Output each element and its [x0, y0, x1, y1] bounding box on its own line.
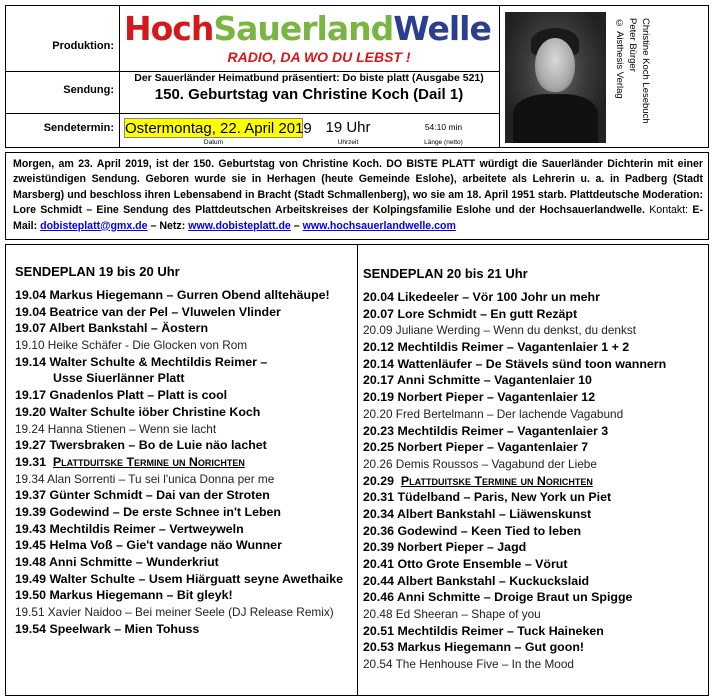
entry-text: 19.04 Beatrice van der Pel – Vluwelen Vlinder [15, 304, 281, 319]
broadcast-time: 19 Uhr [325, 119, 371, 136]
entry-text: Usse Siuerlänner Platt [53, 371, 185, 386]
label-datum: Datum [203, 139, 224, 146]
schedule-entry [363, 406, 705, 423]
schedule-entry [363, 573, 705, 590]
schedule-entry [363, 473, 705, 490]
entry-text: 20.34 Albert Bankstahl – Liäwenskunst [363, 506, 592, 521]
entry-title: Plattduitske Termine un Norichten [52, 454, 245, 469]
schedule-entry [363, 539, 705, 556]
entry-text: 20.51 Mechtildis Reimer – Tuck Haineken [363, 623, 604, 638]
schedule-entry [363, 356, 705, 373]
broadcast-length: 54:10 min [424, 122, 463, 132]
entry-text: 20.46 Anni Schmitte – Droige Braut un Spigge [363, 590, 633, 605]
entry-text: 20.25 Norbert Pieper – Vagantenlaier 7 [363, 440, 589, 455]
schedule-entry [15, 337, 355, 354]
schedule-entry [363, 289, 705, 306]
logo-slogan: RADIO, DA WO DU LEBST ! [227, 49, 411, 65]
schedule-entry [15, 387, 355, 404]
entry-time: 20.29 [363, 473, 395, 488]
schedule-entry [363, 322, 705, 339]
schedule-entry [15, 320, 355, 337]
entry-text: 19.14 Walter Schulte & Mechtildis Reimer – [15, 354, 268, 369]
entry-text: 19.20 Walter Schulte iöber Christine Koch [15, 404, 261, 419]
description-text: Morgen, am 23. April 2019, ist der 150. Geburtstag von Christine Koch. DO BISTE PLATT würdigt die Sauerländer Dichterin mit einer zweistündigen Sendung. Geboren wurde sie in Herhagen (heute Gemeinde Eslohe), arbeitete als Lehrerin u. a. in Padberg (Stadt Marsberg) und beschloss ihren Lebensabend in Bracht (Stadt Schmallenberg), wo sie am 18. April 1951 starb. Plattdeutsche Moderation: Lore Schmidt – Eine Sendung des Plattdeutschen Arbeitskreises der Kolpingsfamilie Eslohe und der Hochsauerlandwelle. Kontakt: E-Mail: dobisteplatt@gmx.de – Netz: www.dobisteplatt.de – www.hochsauerlandwelle.com [13, 158, 703, 232]
schedule-entry [363, 656, 705, 673]
label-column-divider [119, 6, 120, 147]
entry-text: 19.39 Godewind – De erste Schnee in't Leben [15, 504, 281, 519]
credit-line: Christine Koch Lesebuch [640, 18, 651, 124]
entry-text: 20.48 Ed Sheeran – Shape of you [363, 607, 541, 622]
photo-credit [610, 14, 708, 142]
netz-label: Netz: [159, 219, 186, 232]
schedule-entry [15, 354, 355, 371]
schedule-entry [363, 639, 705, 656]
entry-text: 20.23 Mechtildis Reimer – Vagantenlaier 3 [363, 423, 609, 438]
entry-text: 20.39 Norbert Pieper – Jagd [363, 540, 527, 555]
website-link-hochsauerlandwelle[interactable]: www.hochsauerlandwelle.com [302, 219, 456, 232]
entry-text: 20.09 Juliane Werding – Wenn du denkst, du denkst [363, 323, 637, 338]
label-produktion: Produktion: [52, 40, 114, 52]
website-link-dobisteplatt[interactable]: www.dobisteplatt.de [188, 219, 291, 232]
schedule-entry [15, 454, 355, 471]
entry-text: 20.12 Mechtildis Reimer – Vagantenlaier 1 + 2 [363, 340, 630, 355]
schedule-entry [15, 587, 355, 604]
credit-line: Peter Bürger [627, 18, 638, 72]
schedule-entry [363, 589, 705, 606]
entry-text: 19.07 Albert Bankstahl – Äostern [15, 321, 209, 336]
entry-text: 19.10 Heike Schäfer - Die Glocken von Rom [15, 338, 248, 353]
schedule-entry [363, 489, 705, 506]
schedule-entry [15, 504, 355, 521]
schedule-box [5, 244, 709, 696]
schedule-entry [363, 439, 705, 456]
schedule-entry [15, 304, 355, 321]
credit-line: © Aisthesis Verlag [614, 18, 625, 99]
entry-text: 20.14 Wattenläufer – De Stävels sünd toon wannern [363, 356, 667, 371]
schedule-entry [15, 287, 355, 304]
logo-wordmark: HochSauerlandWelle [124, 9, 491, 48]
entry-text: 19.45 Helma Voß – Gie't vandage näo Wunner [15, 538, 282, 553]
header-box [5, 5, 709, 148]
description-body: Morgen, am 23. April 2019, ist der 150. Geburtstag von Christine Koch. DO BISTE PLATT würdigt die Sauerländer Dichterin mit einer zweistündigen Sendung. Geboren wurde sie in Herhagen (heute Gemeinde Eslohe), arbeitete als Lehrerin u. a. in Padberg (Stadt Marsberg) und beschloss ihren Lebensabend in Bracht (Stadt Schmallenberg), wo sie am 18. April 1951 starb. Plattdeutsche Moderation: Lore Schmidt – Eine Sendung des Plattdeutschen Arbeitskreises der Kolpingsfamilie Eslohe und der Hochsauerlandwelle. [13, 158, 703, 217]
show-subtitle: Der Sauerländer Heimatbund präsentiert: Do biste platt (Ausgabe 521) [134, 72, 484, 84]
entry-text: 19.50 Markus Hiegemann – Bit gleyk! [15, 588, 233, 603]
schedule-entry [15, 471, 355, 488]
entry-text: 19.37 Günter Schmidt – Dai van der Stroten [15, 488, 270, 503]
entry-text: 20.04 Likedeeler – Vör 100 Johr un mehr [363, 290, 600, 304]
email-link[interactable]: dobisteplatt@gmx.de [40, 219, 148, 232]
entry-title: Plattduitske Termine un Norichten [400, 473, 593, 488]
schedule-entry [363, 523, 705, 540]
entry-text: 19.24 Hanna Stienen – Wenn sie lacht [15, 421, 217, 436]
entry-text: 20.20 Fred Bertelmann – Der lachende Vagabund [363, 406, 624, 421]
schedule-entry [363, 372, 705, 389]
entry-text: 19.34 Alan Sorrenti – Tu sei l'unica Donna per me [15, 471, 275, 486]
schedule-entry [363, 389, 705, 406]
schedule-entry [363, 623, 705, 640]
schedule-entry [15, 554, 355, 571]
portrait-photo [505, 12, 606, 143]
description-box [5, 152, 709, 240]
schedule-entry [15, 521, 355, 538]
email-label: E-Mail: [13, 204, 703, 232]
schedule-entry [15, 370, 355, 387]
schedule-entry [15, 437, 355, 454]
schedule-column-divider [357, 245, 358, 695]
entry-text: 20.17 Anni Schmitte – Vagantenlaier 10 [363, 373, 592, 388]
entry-text: 20.31 Tüdelband – Paris, New York un Piet [363, 490, 612, 505]
entry-text: 19.51 Xavier Naidoo – Bei meiner Seele (DJ Release Remix) [15, 605, 334, 620]
schedule-entry [15, 404, 355, 421]
entry-text: 19.49 Walter Schulte – Usem Hiärguatt seyne Awethaike [15, 571, 344, 586]
station-logo [124, 9, 491, 70]
schedule-entry [363, 556, 705, 573]
entry-time: 19.31 [15, 454, 47, 469]
entry-text: 20.44 Albert Bankstahl – Kuckuckslaid [363, 573, 590, 588]
schedule-list [15, 287, 355, 637]
schedule-entry [15, 604, 355, 621]
entry-text: 20.53 Markus Hiegemann – Gut goon! [363, 640, 585, 655]
schedule-title: SENDEPLAN 20 bis 21 Uhr [363, 266, 528, 281]
label-uhrzeit: Uhrzeit [337, 139, 359, 146]
schedule-entry [363, 606, 705, 623]
entry-text: 20.36 Godewind – Keen Tied to leben [363, 523, 582, 538]
photo-column-divider [499, 6, 500, 147]
schedule-title: SENDEPLAN 19 bis 20 Uhr [15, 264, 180, 279]
entry-text: 20.26 Demis Roussos – Vagabund der Liebe [363, 456, 597, 471]
entry-text: 20.54 The Henhouse Five – In the Mood [363, 657, 574, 672]
schedule-entry [15, 487, 355, 504]
entry-text: 19.17 Gnadenlos Platt – Platt is cool [15, 388, 228, 403]
broadcast-date: Ostermontag, 22. April 2019 [125, 120, 312, 137]
entry-text: 19.04 Markus Hiegemann – Gurren Obend alltehäupe! [15, 288, 330, 302]
kontakt-label: Kontakt: [649, 204, 689, 217]
schedule-entry [363, 506, 705, 523]
entry-text: 20.07 Lore Schmidt – En gutt Rezäpt [363, 306, 578, 321]
schedule-entry [15, 421, 355, 438]
header-divider [6, 113, 499, 114]
entry-text: 19.27 Twersbraken – Bo de Luie näo lachet [15, 438, 267, 453]
schedule-entry [15, 571, 355, 588]
label-laenge: Länge (netto) [424, 139, 463, 146]
schedule-entry [15, 537, 355, 554]
entry-text: 19.43 Mechtildis Reimer – Vertweyweln [15, 521, 244, 536]
show-title: 150. Geburtstag van Christine Koch (Dail 1) [154, 86, 464, 103]
entry-text: 20.19 Norbert Pieper – Vagantenlaier 12 [363, 390, 596, 405]
schedule-entry [363, 306, 705, 323]
entry-text: 19.48 Anni Schmitte – Wunderkriut [15, 555, 219, 569]
schedule-list [363, 289, 705, 673]
schedule-entry [15, 621, 355, 638]
schedule-entry [363, 339, 705, 356]
label-sendung: Sendung: [63, 84, 114, 96]
entry-text: 20.41 Otto Grote Ensemble – Vörut [363, 557, 568, 571]
entry-text: 19.54 Speelwark – Mien Tohuss [15, 621, 200, 636]
schedule-entry [363, 456, 705, 473]
schedule-entry [363, 423, 705, 440]
label-sendetermin: Sendetermin: [43, 122, 114, 134]
